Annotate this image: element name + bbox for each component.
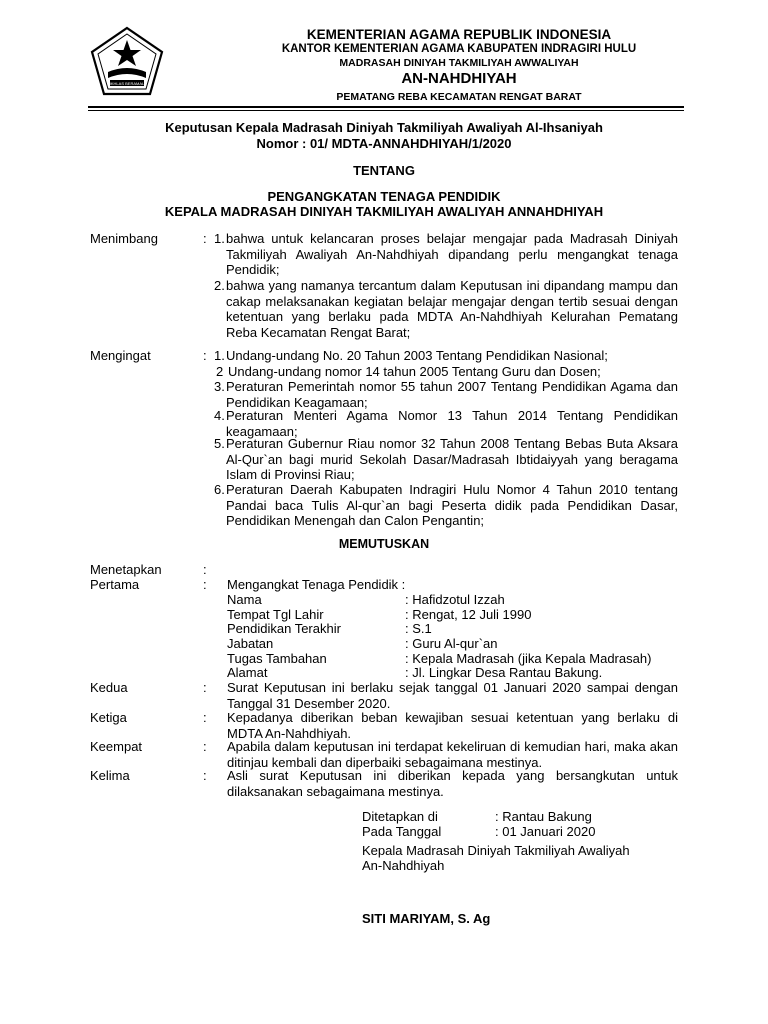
menimbang-num-2: 2. (214, 278, 225, 293)
field-key-jabatan: Jabatan (227, 636, 274, 651)
decree-title: Keputusan Kepala Madrasah Diniyah Takmiliyah Awaliyah Al-Ihsaniyah (165, 120, 603, 135)
letterhead-madrasah: MADRASAH DINIYAH TAKMILIYAH AWWALIYAH (339, 57, 579, 69)
mengingat-item-2: Undang-undang nomor 14 tahun 2005 Tentang Guru dan Dosen; (228, 364, 601, 379)
ketiga-label: Ketiga (90, 710, 127, 725)
subject-line-2: KEPALA MADRASAH DINIYAH TAKMILIYAH AWALIYAH ANNAHDHIYAH (164, 204, 604, 219)
memutuskan-heading: MEMUTUSKAN (338, 537, 430, 551)
field-key-tugas: Tugas Tambahan (227, 651, 327, 666)
ketiga-text: Kepadanya diberikan beban kewajiban sesuai ketentuan yang berlaku di MDTA An-Nahdhiyah. (227, 710, 678, 741)
field-key-alamat: Alamat (227, 665, 268, 680)
menimbang-item-2: bahwa yang namanya tercantum dalam Keputusan ini dipandang mampu dan cakap melaksanakan kegiatan belajar mengajar dengan tertib sesuai dengan ketentuan yang berlaku pada MDTA An-Nahdhiyah Kelurahan Pematang Reba Kecamatan Rengat Barat; (226, 278, 678, 340)
kedua-colon: : (203, 680, 207, 695)
pertama-label: Pertama (90, 577, 140, 592)
menimbang-colon: : (203, 231, 207, 246)
mengingat-num-1: 1. (214, 348, 225, 363)
field-value-ttl: : Rengat, 12 Juli 1990 (405, 607, 532, 622)
pertama-intro: Mengangkat Tenaga Pendidik : (227, 577, 406, 592)
menimbang-item-1: bahwa untuk kelancaran proses belajar mengajar pada Madrasah Diniyah Takmiliyah Awaliyah An-Nahdhiyah dipandang perlu mengangkat tenaga Pendidik; (226, 231, 678, 278)
signature-date-value: : 01 Januari 2020 (495, 824, 596, 839)
field-key-pendidikan: Pendidikan Terakhir (227, 621, 341, 636)
field-value-nama: : Hafidzotul Izzah (405, 592, 505, 607)
kedua-label: Kedua (90, 680, 128, 695)
mengingat-item-3: Peraturan Pemerintah nomor 55 tahun 2007 Tentang Pendidikan Agama dan Pendidikan Keagamaan; (226, 379, 678, 410)
letterhead-ministry: KEMENTERIAN AGAMA REPUBLIK INDONESIA (306, 27, 612, 42)
kelima-text: Asli surat Keputusan ini diberikan kepada yang bersangkutan untuk dilaksanakan sebagaimana mestinya. (227, 768, 678, 799)
field-value-pendidikan: : S.1 (405, 621, 432, 636)
menimbang-num-1: 1. (214, 231, 225, 246)
field-value-jabatan: : Guru Al-qur`an (405, 636, 498, 651)
ketiga-colon: : (203, 710, 207, 725)
keempat-colon: : (203, 739, 207, 754)
subject-line-1: PENGANGKATAN TENAGA PENDIDIK (267, 189, 501, 204)
letterhead-rule-thick (88, 106, 684, 108)
menetapkan-label: Menetapkan (90, 562, 162, 577)
field-key-nama: Nama (227, 592, 262, 607)
signature-place-value: : Rantau Bakung (495, 809, 592, 824)
mengingat-colon: : (203, 348, 207, 363)
signature-date-label: Pada Tanggal (362, 824, 442, 839)
decree-number: Nomor : 01/ MDTA-ANNAHDHIYAH/1/2020 (256, 136, 512, 151)
letterhead-address: PEMATANG REBA KECAMATAN RENGAT BARAT (336, 91, 582, 103)
keempat-label: Keempat (90, 739, 143, 754)
kedua-text: Surat Keputusan ini berlaku sejak tanggal 01 Januari 2020 sampai dengan Tanggal 31 Desember 2020. (227, 680, 678, 711)
field-value-alamat: : Jl. Lingkar Desa Rantau Bakung. (405, 665, 603, 680)
mengingat-num-6: 6. (214, 482, 225, 497)
field-key-ttl: Tempat Tgl Lahir (227, 607, 324, 622)
mengingat-item-5: Peraturan Gubernur Riau nomor 32 Tahun 2008 Tentang Bebas Buta Aksara Al-Qur`an bagi murid Sekolah Dasar/Madrasah Ibtidaiyyah yang beragama Islam di Provinsi Riau; (226, 436, 678, 483)
signatory-name: SITI MARIYAM, S. Ag (362, 911, 491, 926)
mengingat-num-3: 3. (214, 379, 225, 394)
field-value-tugas: : Kepala Madrasah (jika Kepala Madrasah) (405, 651, 652, 666)
signature-position-1: Kepala Madrasah Diniyah Takmiliyah Awaliyah (362, 843, 630, 858)
mengingat-label: Mengingat (90, 348, 151, 363)
letterhead-rule-thin (88, 110, 684, 111)
keempat-text: Apabila dalam keputusan ini terdapat kekeliruan di kemudian hari, maka akan ditinjau kembali dan diperbaiki sebagaimana mestinya. (227, 739, 678, 770)
mengingat-num-4: 4. (214, 408, 225, 423)
pertama-colon: : (203, 577, 207, 592)
mengingat-item-4: Peraturan Menteri Agama Nomor 13 Tahun 2014 Tentang Pendidikan keagamaan; (226, 408, 678, 439)
menetapkan-colon: : (203, 562, 207, 577)
signature-position-2: An-Nahdhiyah (362, 858, 445, 873)
menimbang-label: Menimbang (90, 231, 158, 246)
svg-text:IKHLAS BERAMAL: IKHLAS BERAMAL (109, 81, 145, 86)
mengingat-num-2: 2 (216, 364, 224, 379)
kelima-label: Kelima (90, 768, 130, 783)
tentang-heading: TENTANG (353, 163, 415, 178)
mengingat-item-6: Peraturan Daerah Kabupaten Indragiri Hulu Nomor 4 Tahun 2010 tentang Pandai baca Tulis Al-qur`an bagi Peserta didik pada Pendidikan Dasar, Pendidikan Menengah dan Calon Pengantin; (226, 482, 678, 529)
letterhead-name: AN-NAHDHIYAH (401, 70, 517, 87)
letterhead-office: KANTOR KEMENTERIAN AGAMA KABUPATEN INDRAGIRI HULU (281, 43, 637, 55)
mengingat-item-1: Undang-undang No. 20 Tahun 2003 Tentang Pendidikan Nasional; (226, 348, 608, 363)
signature-place-label: Ditetapkan di (362, 809, 438, 824)
mengingat-num-5: 5. (214, 436, 225, 451)
kelima-colon: : (203, 768, 207, 783)
